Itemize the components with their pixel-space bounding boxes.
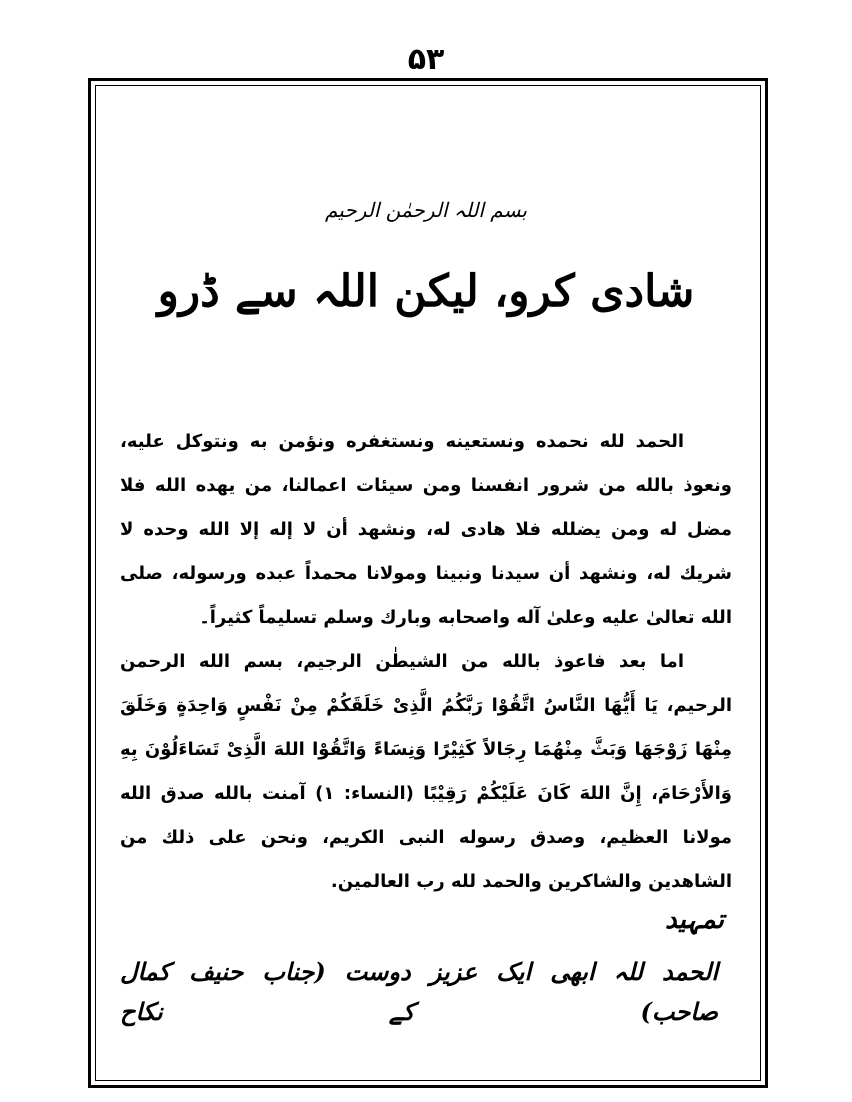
section-heading-introduction: تمہید <box>665 905 724 935</box>
paragraph-khutbah-praise: الحمد لله نحمده ونستعينه ونستغفره ونؤمن به ونتوكل عليه، ونعوذ بالله من شرور انفسنا ومن سيئات اعمالنا، من يهده الله فلا مضل له ومن يضلله فلا هادى له، ونشهد أن لا إله إلا الله وحده لا شريك له، ونشهد أن سيدنا ونبينا ومولانا محمداً عبده ورسوله، صلى الله تعالىٰ عليه وعلىٰ آله واصحابه وبارك وسلم تسليماً كثيراً۔ <box>120 431 732 628</box>
paragraph-khutbah-verse: اما بعد فاعوذ بالله من الشيطٰن الرجيم، بسم الله الرحمن الرحيم، يَا أَيُّهَا النَّاسُ اتَّقُوْا رَبَّكُمُ الَّذِىْ خَلَقَكُمْ مِنْ نَفْسٍ وَاحِدَةٍ وَخَلَقَ مِنْهَا زَوْجَهَا وَبَثَّ مِنْهُمَا رِجَالاً كَثِيْرًا وَنِسَاءً وَاتَّقُوْا اللهَ الَّذِىْ تَسَاءَلُوْنَ بِهِ وَالأَرْحَامَ، إِنَّ اللهَ كَانَ عَلَيْكُمْ رَقِيْبًا (النساء: ١) آمنت بالله صدق الله مولانا العظيم، وصدق رسوله النبى الكريم، ونحن على ذلك من الشاهدين والشاكرين والحمد لله رب العالمين. <box>120 651 732 892</box>
bismillah-heading: بسم اللہ الرحمٰن الرحیم <box>324 198 527 222</box>
page-number: ۵۳ <box>407 42 445 77</box>
introduction-first-line: الحمد للہ ابھی ایک عزیز دوست (جناب حنیف کمال صاحب) کے نکاح <box>120 957 718 1026</box>
sermon-body <box>120 420 732 904</box>
page-title: شادی کرو، لیکن اللہ سے ڈرو <box>157 266 695 317</box>
